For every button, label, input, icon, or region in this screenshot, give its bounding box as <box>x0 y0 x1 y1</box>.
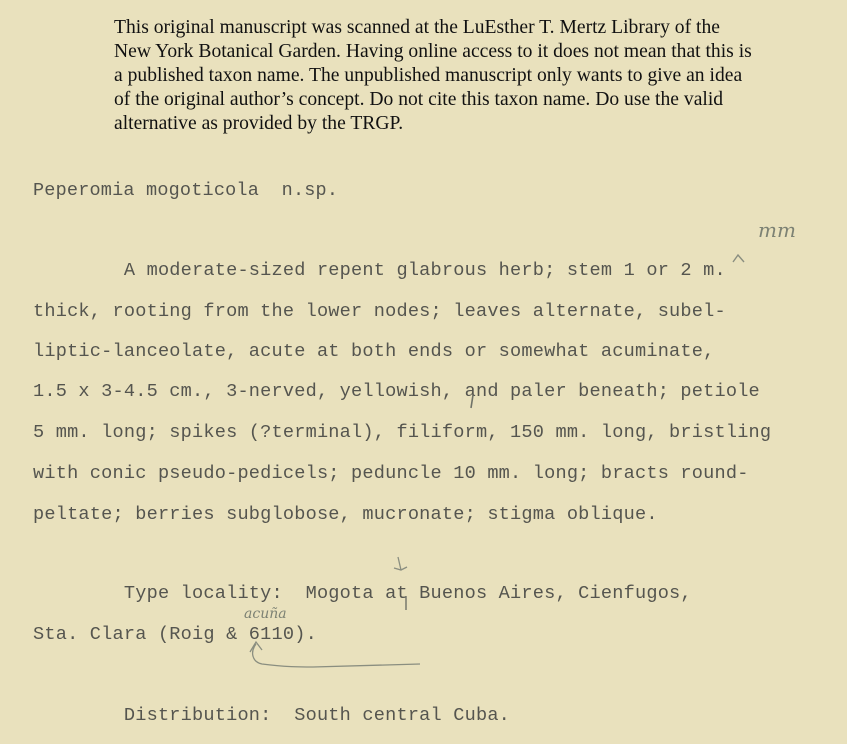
correction-mark <box>394 557 407 570</box>
handwritten-mm-correction: mm <box>758 218 796 242</box>
species-title: Peperomia mogoticola n.sp. <box>33 180 339 201</box>
description-line: with conic pseudo-pedicels; peduncle 10 mm. long; bracts round- <box>33 463 749 484</box>
description-line: thick, rooting from the lower nodes; leaves alternate, subel- <box>33 301 726 322</box>
description-line: 5 mm. long; spikes (?terminal), filiform, 150 mm. long, bristling <box>33 422 772 443</box>
handwritten-acuna-insert: acuña <box>244 606 287 622</box>
insertion-arrow-mark <box>253 644 420 667</box>
type-locality-line: Sta. Clara (Roig & 6110). <box>33 624 317 645</box>
description-line: 1.5 x 3-4.5 cm., 3-nerved, yellowish, and paler beneath; petiole <box>33 381 760 402</box>
distribution-line: Distribution: South central Cuba. <box>33 705 511 726</box>
library-notice: This original manuscript was scanned at the LuEsther T. Mertz Library of the New York Botanical Garden. Having online access to it does not mean that this is a published taxon name. The unpublished manuscript only wants to give an idea of the original author’s concept. Do not cite this taxon name. Do use the valid alternative as provided by the TRGP. <box>114 17 752 134</box>
description-line: liptic-lanceolate, acute at both ends or somewhat acuminate, <box>33 341 715 362</box>
type-locality-line: Type locality: Mogota at Buenos Aires, Cienfugos, <box>33 583 692 604</box>
description-line: A moderate-sized repent glabrous herb; stem 1 or 2 m. <box>33 260 726 281</box>
caret-mark <box>733 255 744 262</box>
description-line: peltate; berries subglobose, mucronate; stigma oblique. <box>33 504 658 525</box>
